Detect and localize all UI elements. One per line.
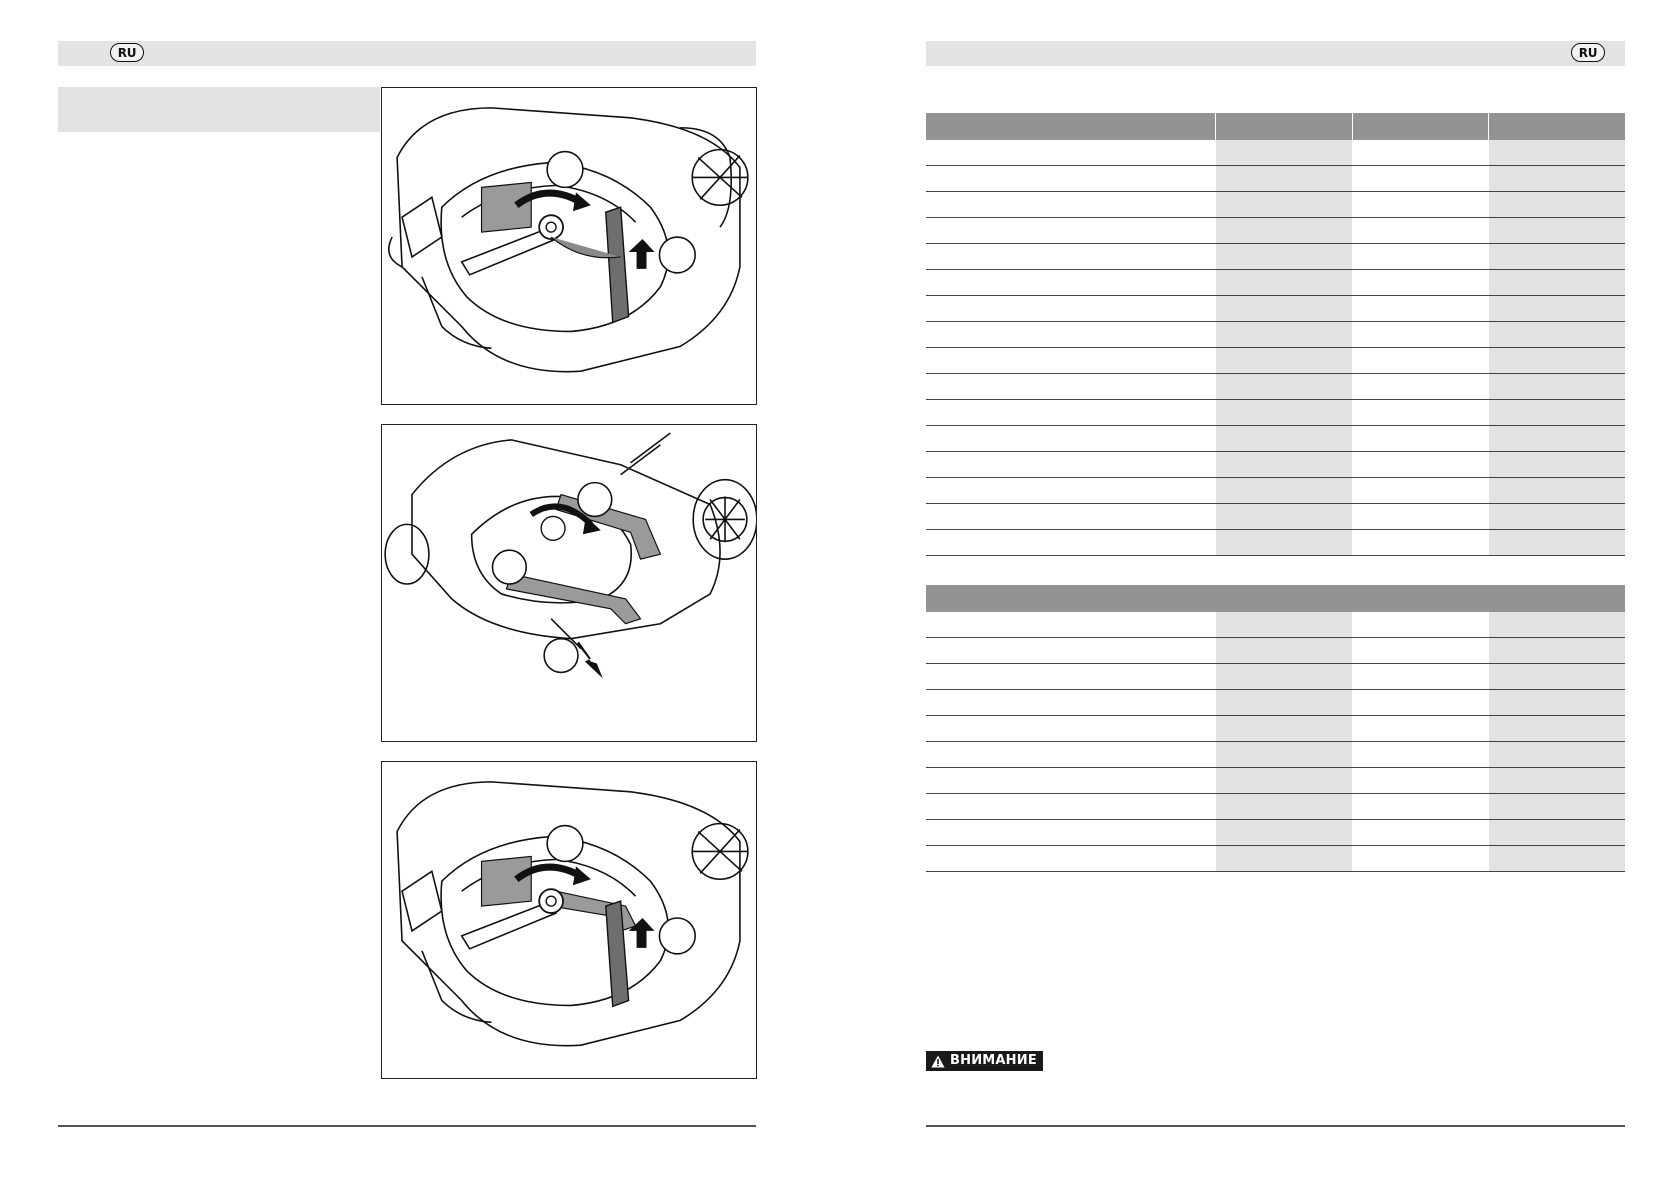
- table-cell: [1216, 846, 1352, 871]
- table-row: [926, 794, 1625, 820]
- table-cell: [926, 664, 1215, 689]
- table-cell: [1353, 400, 1489, 425]
- table-row: [926, 452, 1625, 478]
- table-cell: [1353, 192, 1489, 217]
- table-cell: [1489, 400, 1625, 425]
- footer-rule-left: [58, 1125, 756, 1127]
- table-cell: [926, 716, 1215, 741]
- table-cell: [1353, 426, 1489, 451]
- table-cell: [926, 690, 1215, 715]
- table-cell: [1489, 716, 1625, 741]
- warning-text: ВНИМАНИЕ: [950, 1053, 1037, 1068]
- table-cell: [926, 166, 1215, 191]
- table-row: [926, 244, 1625, 270]
- table-cell: [1353, 664, 1489, 689]
- table-row: [926, 296, 1625, 322]
- table-cell: [926, 478, 1215, 503]
- table-cell: [1216, 768, 1352, 793]
- table-row: [926, 166, 1625, 192]
- figure-blade-removal-1: [381, 87, 757, 405]
- table-header: [926, 113, 1625, 140]
- table-cell: [1353, 794, 1489, 819]
- table-cell: [1353, 768, 1489, 793]
- table-cell: [1489, 322, 1625, 347]
- spec-table-2: [926, 585, 1625, 872]
- table-cell: [926, 820, 1215, 845]
- table-row: [926, 612, 1625, 638]
- page-header-right: [926, 41, 1625, 66]
- table-cell: [1353, 322, 1489, 347]
- table-cell: [926, 270, 1215, 295]
- footer-rule-right: [926, 1125, 1625, 1127]
- table-cell: [1353, 638, 1489, 663]
- table-row: [926, 400, 1625, 426]
- table-cell: [1353, 296, 1489, 321]
- table-cell: [1489, 530, 1625, 555]
- table-row: [926, 348, 1625, 374]
- table-row: [926, 374, 1625, 400]
- table-cell: [926, 244, 1215, 269]
- table-cell: [926, 504, 1215, 529]
- table-cell: [1489, 348, 1625, 373]
- page-header-left: [58, 41, 756, 66]
- lawnmower-underside-wrench-icon: [382, 88, 756, 404]
- table-cell: [1216, 664, 1352, 689]
- table-cell: [926, 192, 1215, 217]
- table-row: [926, 742, 1625, 768]
- table-cell: [1353, 846, 1489, 871]
- table-cell: [1353, 166, 1489, 191]
- table-cell: [1489, 452, 1625, 477]
- table-cell: [1353, 690, 1489, 715]
- table-cell: [926, 452, 1215, 477]
- table-cell: [1216, 192, 1352, 217]
- table-row: [926, 218, 1625, 244]
- table-row: [926, 768, 1625, 794]
- table-cell: [1489, 768, 1625, 793]
- table-cell: [1216, 612, 1352, 637]
- table-cell: [1216, 348, 1352, 373]
- spec-table-1: [926, 113, 1625, 556]
- table-cell: [1489, 820, 1625, 845]
- table-cell: [1216, 166, 1352, 191]
- table-row: [926, 270, 1625, 296]
- table-header-full: [926, 585, 1625, 612]
- lawnmower-underside-wrench-icon-2: [382, 762, 756, 1078]
- table-row: [926, 664, 1625, 690]
- table-cell: [926, 218, 1215, 243]
- table-cell: [1353, 504, 1489, 529]
- table-row: [926, 504, 1625, 530]
- table-cell: [926, 400, 1215, 425]
- table-cell: [1216, 322, 1352, 347]
- table-cell: [926, 140, 1215, 165]
- table-cell: [926, 794, 1215, 819]
- table-cell: [1489, 742, 1625, 767]
- table-row: [926, 322, 1625, 348]
- table-cell: [926, 846, 1215, 871]
- table-cell: [926, 348, 1215, 373]
- table-cell: [1216, 400, 1352, 425]
- table-cell: [1489, 140, 1625, 165]
- table-cell: [1353, 716, 1489, 741]
- table-row: [926, 140, 1625, 166]
- table-cell: [1489, 664, 1625, 689]
- table-cell: [1353, 742, 1489, 767]
- table-cell: [926, 612, 1215, 637]
- table-cell: [1489, 296, 1625, 321]
- table-cell: [1489, 270, 1625, 295]
- table-cell: [1489, 478, 1625, 503]
- warning-label: [926, 1051, 1043, 1071]
- table-cell: [1489, 374, 1625, 399]
- table-cell: [1216, 426, 1352, 451]
- table-row: [926, 478, 1625, 504]
- table-cell: [1489, 612, 1625, 637]
- table-cell: [1353, 452, 1489, 477]
- table-row: [926, 820, 1625, 846]
- table-cell: [1353, 820, 1489, 845]
- table-cell: [1216, 638, 1352, 663]
- table-cell: [1216, 296, 1352, 321]
- table-cell: [1216, 452, 1352, 477]
- table-cell: [1353, 478, 1489, 503]
- table-cell: [926, 742, 1215, 767]
- table-cell: [1353, 530, 1489, 555]
- table-cell: [926, 322, 1215, 347]
- language-badge-left: RU: [110, 43, 144, 62]
- warning-triangle-icon: [931, 1055, 945, 1068]
- table-cell: [926, 638, 1215, 663]
- table-cell: [1216, 530, 1352, 555]
- table-cell: [1489, 690, 1625, 715]
- table-cell: [1353, 348, 1489, 373]
- table-cell: [926, 296, 1215, 321]
- table-cell: [1489, 794, 1625, 819]
- table-cell: [1216, 244, 1352, 269]
- table-cell: [1216, 270, 1352, 295]
- table-cell: [1216, 374, 1352, 399]
- table-cell: [926, 374, 1215, 399]
- table-cell: [926, 768, 1215, 793]
- table-cell: [1489, 426, 1625, 451]
- language-badge-right: RU: [1571, 43, 1605, 62]
- table-cell: [1216, 478, 1352, 503]
- table-row: [926, 426, 1625, 452]
- table-row: [926, 846, 1625, 872]
- table-row: [926, 192, 1625, 218]
- table-cell: [1489, 218, 1625, 243]
- table-row: [926, 690, 1625, 716]
- lawnmower-blade-removed-icon: [382, 425, 756, 741]
- table-cell: [1489, 192, 1625, 217]
- table-cell: [1489, 638, 1625, 663]
- table-cell: [1353, 270, 1489, 295]
- table-cell: [1489, 846, 1625, 871]
- table-cell: [1216, 140, 1352, 165]
- table-row: [926, 530, 1625, 556]
- table-cell: [1216, 504, 1352, 529]
- table-row: [926, 638, 1625, 664]
- table-cell: [1489, 504, 1625, 529]
- table-cell: [1353, 374, 1489, 399]
- table-cell: [1353, 140, 1489, 165]
- table-cell: [1216, 690, 1352, 715]
- table-cell: [926, 530, 1215, 555]
- table-cell: [1353, 218, 1489, 243]
- table-cell: [1216, 218, 1352, 243]
- section-heading-box: [58, 87, 380, 132]
- table-row: [926, 716, 1625, 742]
- table-cell: [1216, 742, 1352, 767]
- table-cell: [1489, 166, 1625, 191]
- table-cell: [1353, 612, 1489, 637]
- figure-blade-removal-2: [381, 424, 757, 742]
- table-cell: [1489, 244, 1625, 269]
- table-cell: [1216, 716, 1352, 741]
- figure-blade-install-3: [381, 761, 757, 1079]
- table-cell: [1216, 794, 1352, 819]
- table-cell: [1216, 820, 1352, 845]
- table-cell: [1353, 244, 1489, 269]
- table-cell: [926, 426, 1215, 451]
